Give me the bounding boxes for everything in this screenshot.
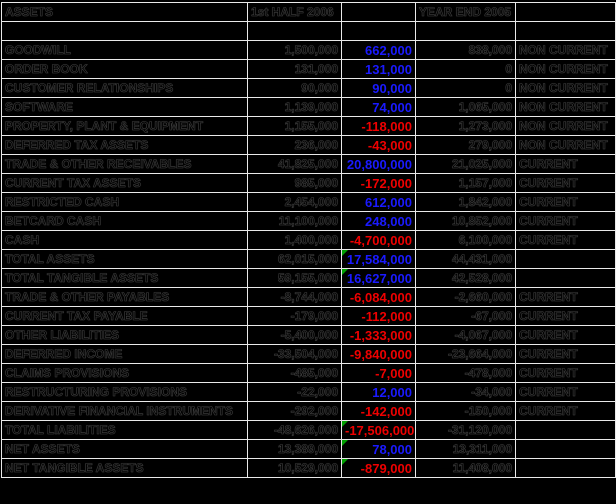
header-row — [2, 3, 616, 22]
cell-h1-2006[interactable]: -48,626,000 — [248, 421, 342, 440]
table-row — [2, 307, 616, 326]
cell-category[interactable] — [516, 440, 616, 459]
cell-category[interactable]: NON CURRENT — [516, 98, 616, 117]
table-row — [2, 79, 616, 98]
cell-diff[interactable]: 16,627,000 — [342, 269, 416, 288]
table-row — [2, 383, 616, 402]
cell-h1-2006[interactable]: 59,155,000 — [248, 269, 342, 288]
cell-h1-2006[interactable]: 2,454,000 — [248, 193, 342, 212]
cell-category[interactable] — [516, 459, 616, 478]
cell-label[interactable]: RESTRUCTURING PROVISIONS — [2, 383, 248, 402]
cell-h1-2006[interactable]: -292,000 — [248, 402, 342, 421]
balance-sheet-table — [1, 2, 616, 478]
cell-ye-2005[interactable]: 44,431,000 — [416, 250, 516, 269]
cell-category[interactable]: CURRENT — [516, 345, 616, 364]
cell-label[interactable]: TOTAL LIABILITIES — [2, 421, 248, 440]
cell-h1-2006[interactable]: 62,015,000 — [248, 250, 342, 269]
cell-h1-2006[interactable]: 236,000 — [248, 136, 342, 155]
cell-label[interactable]: NET TANGIBLE ASSETS — [2, 459, 248, 478]
cell-label[interactable]: TRADE & OTHER RECEIVABLES — [2, 155, 248, 174]
cell-ye-2005[interactable]: 21,025,000 — [416, 155, 516, 174]
cell-label[interactable]: PROPERTY, PLANT & EQUIPMENT — [2, 117, 248, 136]
cell-category[interactable]: CURRENT — [516, 402, 616, 421]
cell-label[interactable]: BETCARD CASH — [2, 212, 248, 231]
cell-diff[interactable]: -118,000 — [342, 117, 416, 136]
cell-diff[interactable]: -1,333,000 — [342, 326, 416, 345]
cell-label[interactable]: TOTAL ASSETS — [2, 250, 248, 269]
cell-label[interactable]: ORDER BOOK — [2, 60, 248, 79]
cell-ye-2005[interactable]: -478,000 — [416, 364, 516, 383]
header-cell-period-current[interactable]: 1st HALF 2006 — [248, 3, 342, 22]
cell-h1-2006[interactable]: -485,000 — [248, 364, 342, 383]
cell-category[interactable]: CURRENT — [516, 174, 616, 193]
cell-category[interactable]: CURRENT — [516, 307, 616, 326]
cell-diff[interactable]: 20,800,000 — [342, 155, 416, 174]
cell-category[interactable] — [516, 250, 616, 269]
cell-category[interactable] — [516, 269, 616, 288]
table-body — [2, 22, 616, 478]
cell-category[interactable]: CURRENT — [516, 383, 616, 402]
table-row — [2, 98, 616, 117]
cell-category[interactable]: CURRENT — [516, 193, 616, 212]
table-row — [2, 459, 616, 478]
table-row — [2, 60, 616, 79]
cell-diff[interactable]: 248,000 — [342, 212, 416, 231]
cell-ye-2005[interactable] — [416, 22, 516, 41]
cell-h1-2006[interactable]: 1,139,000 — [248, 98, 342, 117]
cell-label[interactable]: NET ASSETS — [2, 440, 248, 459]
cell-ye-2005[interactable]: 0 — [416, 79, 516, 98]
cell-category[interactable]: CURRENT — [516, 231, 616, 250]
cell-label[interactable]: CLAIMS PROVISIONS — [2, 364, 248, 383]
cell-diff[interactable]: -142,000 — [342, 402, 416, 421]
table-row — [2, 117, 616, 136]
cell-label[interactable] — [2, 22, 248, 41]
cell-diff[interactable]: -112,000 — [342, 307, 416, 326]
cell-diff[interactable]: 131,000 — [342, 60, 416, 79]
cell-diff[interactable]: 612,000 — [342, 193, 416, 212]
table-row — [2, 231, 616, 250]
cell-ye-2005[interactable]: 1,157,000 — [416, 174, 516, 193]
table-row — [2, 250, 616, 269]
cell-ye-2005[interactable]: -150,000 — [416, 402, 516, 421]
cell-h1-2006[interactable]: 1,500,000 — [248, 41, 342, 60]
cell-category[interactable]: CURRENT — [516, 364, 616, 383]
cell-diff[interactable]: 78,000 — [342, 440, 416, 459]
table-row — [2, 193, 616, 212]
cell-diff[interactable]: -6,084,000 — [342, 288, 416, 307]
cell-h1-2006[interactable]: -8,744,000 — [248, 288, 342, 307]
table-row — [2, 402, 616, 421]
cell-category[interactable]: CURRENT — [516, 155, 616, 174]
table-row — [2, 136, 616, 155]
cell-category[interactable]: CURRENT — [516, 288, 616, 307]
cell-label[interactable]: CURRENT TAX ASSETS — [2, 174, 248, 193]
cell-h1-2006[interactable]: 13,389,000 — [248, 440, 342, 459]
cell-ye-2005[interactable]: 0 — [416, 60, 516, 79]
cell-ye-2005[interactable]: 42,528,000 — [416, 269, 516, 288]
table-row — [2, 421, 616, 440]
cell-label[interactable]: GOODWILL — [2, 41, 248, 60]
cell-label[interactable]: CASH — [2, 231, 248, 250]
table-row — [2, 212, 616, 231]
table-row — [2, 345, 616, 364]
cell-category[interactable] — [516, 421, 616, 440]
cell-category[interactable]: CURRENT — [516, 326, 616, 345]
cell-label[interactable]: CURRENT TAX PAYABLE — [2, 307, 248, 326]
cell-h1-2006[interactable]: 1,400,000 — [248, 231, 342, 250]
cell-diff[interactable]: 12,000 — [342, 383, 416, 402]
header-cell-assets[interactable]: ASSETS — [2, 3, 248, 22]
cell-diff[interactable]: -9,840,000 — [342, 345, 416, 364]
cell-ye-2005[interactable]: 13,311,000 — [416, 440, 516, 459]
cell-h1-2006[interactable]: 11,100,000 — [248, 212, 342, 231]
cell-category[interactable] — [516, 22, 616, 41]
cell-label[interactable]: DERIVATIVE FINANCIAL INSTRUMENTS — [2, 402, 248, 421]
cell-ye-2005[interactable]: 1,273,000 — [416, 117, 516, 136]
cell-h1-2006[interactable]: -5,400,000 — [248, 326, 342, 345]
cell-ye-2005[interactable]: -31,120,000 — [416, 421, 516, 440]
table-row — [2, 326, 616, 345]
cell-ye-2005[interactable]: -2,660,000 — [416, 288, 516, 307]
spacer-row — [2, 22, 616, 41]
cell-category[interactable]: NON CURRENT — [516, 41, 616, 60]
header-cell-category[interactable] — [516, 3, 616, 22]
cell-category[interactable]: CURRENT — [516, 212, 616, 231]
table-row — [2, 440, 616, 459]
cell-h1-2006[interactable]: 41,825,000 — [248, 155, 342, 174]
cell-diff[interactable] — [342, 22, 416, 41]
cell-diff[interactable]: -7,000 — [342, 364, 416, 383]
cell-h1-2006[interactable]: -33,504,000 — [248, 345, 342, 364]
table-row — [2, 155, 616, 174]
cell-label[interactable]: CUSTOMER RELATIONSHIPS — [2, 79, 248, 98]
cell-label[interactable]: DEFERRED INCOME — [2, 345, 248, 364]
cell-ye-2005[interactable]: 1,842,000 — [416, 193, 516, 212]
cell-ye-2005[interactable]: 1,065,000 — [416, 98, 516, 117]
cell-diff[interactable]: -4,700,000 — [342, 231, 416, 250]
cell-label[interactable]: TRADE & OTHER PAYABLES — [2, 288, 248, 307]
table-row — [2, 269, 616, 288]
cell-ye-2005[interactable]: 11,408,000 — [416, 459, 516, 478]
cell-h1-2006[interactable]: -22,000 — [248, 383, 342, 402]
cell-h1-2006[interactable]: 90,000 — [248, 79, 342, 98]
cell-category[interactable]: NON CURRENT — [516, 60, 616, 79]
table-row — [2, 41, 616, 60]
header-cell-diff[interactable] — [342, 3, 416, 22]
cell-h1-2006[interactable]: 985,000 — [248, 174, 342, 193]
cell-label[interactable]: OTHER LIABILITIES — [2, 326, 248, 345]
cell-h1-2006[interactable]: 10,529,000 — [248, 459, 342, 478]
cell-ye-2005[interactable]: -67,000 — [416, 307, 516, 326]
cell-ye-2005[interactable]: 10,852,000 — [416, 212, 516, 231]
cell-h1-2006[interactable]: 1,155,000 — [248, 117, 342, 136]
cell-diff[interactable]: -43,000 — [342, 136, 416, 155]
table-row — [2, 174, 616, 193]
cell-ye-2005[interactable]: 6,100,000 — [416, 231, 516, 250]
header-cell-period-prior[interactable]: YEAR END 2005 — [416, 3, 516, 22]
cell-ye-2005[interactable]: -4,067,000 — [416, 326, 516, 345]
cell-label[interactable]: TOTAL TANGIBLE ASSETS — [2, 269, 248, 288]
cell-category[interactable]: NON CURRENT — [516, 136, 616, 155]
cell-h1-2006[interactable] — [248, 22, 342, 41]
cell-ye-2005[interactable]: 838,000 — [416, 41, 516, 60]
cell-category[interactable]: NON CURRENT — [516, 79, 616, 98]
table-row — [2, 288, 616, 307]
cell-ye-2005[interactable]: -34,000 — [416, 383, 516, 402]
cell-category[interactable]: NON CURRENT — [516, 117, 616, 136]
cell-ye-2005[interactable]: 279,000 — [416, 136, 516, 155]
cell-label[interactable]: RESTRICTED CASH — [2, 193, 248, 212]
cell-diff[interactable]: 662,000 — [342, 41, 416, 60]
cell-ye-2005[interactable]: -23,664,000 — [416, 345, 516, 364]
cell-h1-2006[interactable]: 131,000 — [248, 60, 342, 79]
cell-diff[interactable]: -17,506,000 — [342, 421, 416, 440]
cell-label[interactable]: DEFERRED TAX ASSETS — [2, 136, 248, 155]
cell-diff[interactable]: -879,000 — [342, 459, 416, 478]
cell-diff[interactable]: 74,000 — [342, 98, 416, 117]
cell-diff[interactable]: 17,584,000 — [342, 250, 416, 269]
cell-diff[interactable]: -172,000 — [342, 174, 416, 193]
cell-label[interactable]: SOFTWARE — [2, 98, 248, 117]
cell-diff[interactable]: 90,000 — [342, 79, 416, 98]
cell-h1-2006[interactable]: -179,000 — [248, 307, 342, 326]
table-row — [2, 364, 616, 383]
